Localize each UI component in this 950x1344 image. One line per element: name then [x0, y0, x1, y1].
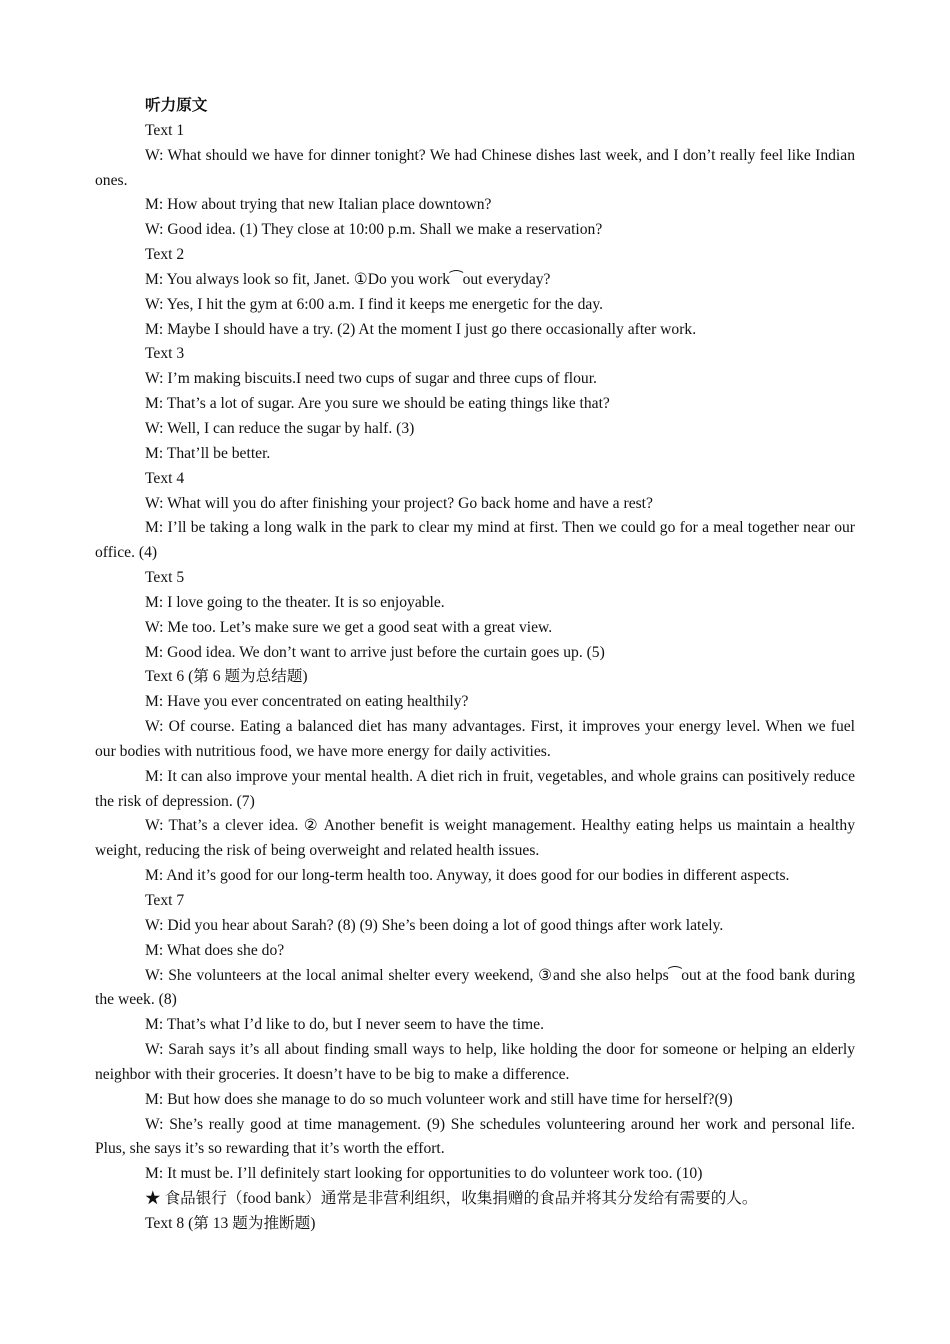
dialogue-line: W: What will you do after finishing your project? Go back home and have a rest?	[145, 494, 653, 512]
dialogue-line: W: Me too. Let’s make sure we get a good seat with a great view.	[145, 618, 553, 636]
section-title: Text 1	[145, 121, 185, 139]
dialogue-line: M: That’s a lot of sugar. Are you sure we should be eating things like that?	[145, 395, 610, 413]
dialogue-line: M: But how does she manage to do so much volunteer work and still have time for herself?(9)	[145, 1090, 733, 1108]
dialogue-line: W: She volunteers at the local animal shelter every weekend, ③and she also helps⁀out at the food bank during the week. (8)	[95, 966, 855, 1009]
transcript-document	[95, 94, 855, 1237]
dialogue-line: M: I love going to the theater. It is so enjoyable.	[145, 593, 445, 611]
dialogue-line: W: Yes, I hit the gym at 6:00 a.m. I find it keeps me energetic for the day.	[145, 295, 604, 313]
dialogue-line: W: I’m making biscuits.I need two cups of sugar and three cups of flour.	[145, 370, 597, 388]
dialogue-line: W: She’s really good at time management. (9) She schedules volunteering around her work and personal life. Plus, she says it’s so rewarding that it’s worth the effort.	[95, 1115, 855, 1158]
section-title: Text 8 (第 13 题为推断题)	[145, 1214, 316, 1232]
dialogue-line: W: Of course. Eating a balanced diet has many advantages. First, it improves your energy level. When we fuel our bodies with nutritious food, we have more energy for daily activities.	[95, 718, 855, 760]
dialogue-line: W: Good idea. (1) They close at 10:00 p.m. Shall we make a reservation?	[145, 221, 603, 239]
document-heading: 听力原文	[145, 97, 208, 114]
dialogue-line: M: Maybe I should have a try. (2) At the moment I just go there occasionally after work.	[145, 320, 697, 338]
dialogue-line: M: Have you ever concentrated on eating healthily?	[145, 693, 469, 711]
dialogue-line: M: It must be. I’ll definitely start looking for opportunities to do volunteer work too. (10)	[145, 1165, 703, 1183]
section-title: Text 4	[145, 469, 185, 487]
dialogue-line: M: How about trying that new Italian place downtown?	[145, 196, 492, 214]
dialogue-line: M: You always look so fit, Janet. ①Do you work⁀out everyday?	[145, 270, 551, 288]
dialogue-line: W: What should we have for dinner tonight? We had Chinese dishes last week, and I don’t really feel like Indian ones.	[95, 146, 855, 189]
section-title: Text 6 (第 6 题为总结题)	[145, 668, 308, 686]
dialogue-line: M: What does she do?	[145, 941, 285, 959]
section-title: Text 2	[145, 246, 185, 264]
dialogue-line: M: That’s what I’d like to do, but I never seem to have the time.	[145, 1016, 544, 1034]
dialogue-line: W: Did you hear about Sarah? (8) (9) She’s been doing a lot of good things after work lately.	[145, 916, 724, 934]
dialogue-line: M: And it’s good for our long-term health too. Anyway, it does good for our bodies in different aspects.	[145, 867, 790, 885]
note-line: ★ 食品银行（food bank）通常是非营利组织，收集捐赠的食品并将其分发给有需要的人。	[145, 1190, 758, 1208]
section-title: Text 5	[145, 569, 185, 587]
section-title: Text 3	[145, 345, 185, 363]
dialogue-line: W: Sarah says it’s all about finding small ways to help, like holding the door for someone or helping an elderly neighbor with their groceries. It doesn’t have to be big to make a difference.	[95, 1041, 855, 1083]
dialogue-line: W: That’s a clever idea. ② Another benefit is weight management. Healthy eating helps us maintain a healthy weight, reducing the risk of being overweight and related health issues.	[95, 817, 855, 860]
dialogue-line: M: That’ll be better.	[145, 444, 271, 462]
dialogue-line: M: I’ll be taking a long walk in the park to clear my mind at first. Then we could go for a meal together near our office. (4)	[95, 519, 855, 562]
section-title: Text 7	[145, 892, 185, 909]
dialogue-line: M: Good idea. We don’t want to arrive just before the curtain goes up. (5)	[145, 643, 605, 661]
dialogue-line: W: Well, I can reduce the sugar by half. (3)	[145, 419, 415, 437]
dialogue-line: M: It can also improve your mental health. A diet rich in fruit, vegetables, and whole grains can positively reduce the risk of depression. (7)	[95, 767, 855, 810]
